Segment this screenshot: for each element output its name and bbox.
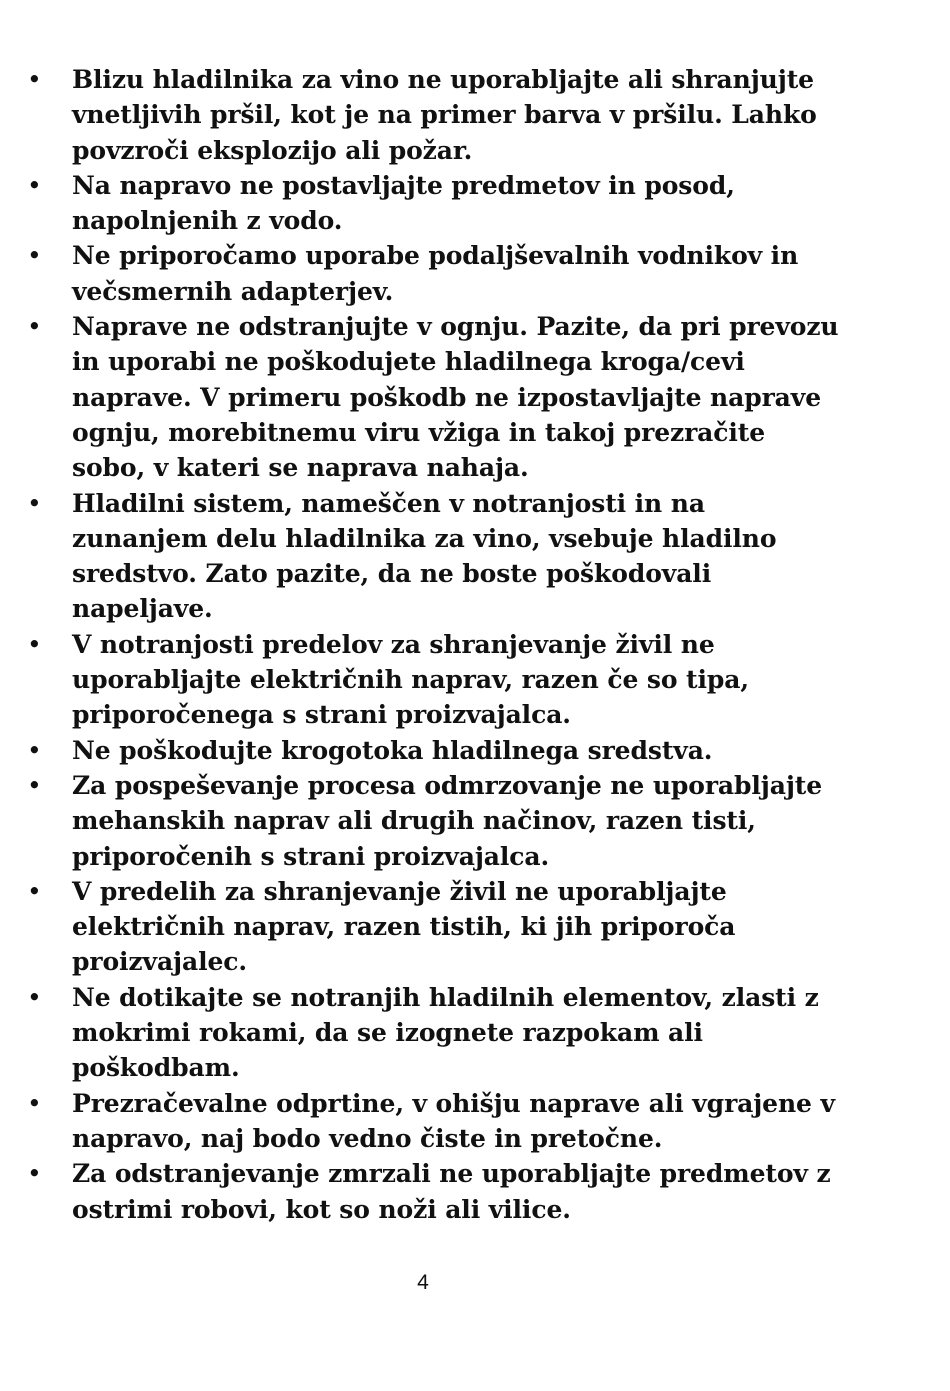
list-item-text: Za pospeševanje procesa odmrzovanje ne uporabljajte mehanskih naprav ali drugih načinov, razen tisti, priporočenih s strani proizvajalca. (72, 770, 823, 871)
list-item-text: V notranjosti predelov za shranjevanje živil ne uporabljajte električnih naprav, razen če so tipa, priporočenega s strani proizvajalca. (72, 629, 749, 730)
bullet-icon: • (27, 241, 42, 271)
list-item-text: Ne dotikajte se notranjih hladilnih elementov, zlasti z mokrimi rokami, da se izognete razpokam ali poškodbam. (72, 982, 819, 1083)
bullet-icon: • (27, 982, 42, 1012)
bullet-icon: • (27, 770, 42, 800)
list-item-text: Prezračevalne odprtine, v ohišju naprave ali vgrajene v napravo, naj bodo vedno čiste in pretočne. (72, 1088, 835, 1153)
bullet-icon: • (27, 1088, 42, 1118)
bullet-icon: • (27, 170, 42, 200)
list-item (0, 168, 950, 239)
list-item-text: Naprave ne odstranjujte v ognju. Pazite, da pri prevozu in uporabi ne poškodujete hladilnega kroga/cevi naprave. V primeru poškodb ne izpostavljajte naprave ognju, morebitnemu viru vžiga in takoj prezračite sobo, v kateri se naprava nahaja. (72, 312, 839, 483)
bullet-icon: • (27, 876, 42, 906)
list-item (0, 238, 950, 309)
list-item-text: V predelih za shranjevanje živil ne uporabljajte električnih naprav, razen tistih, ki jih priporoča proizvajalec. (72, 876, 736, 977)
bullet-icon: • (27, 735, 42, 765)
list-item (0, 874, 950, 980)
list-item (0, 980, 950, 1086)
bullet-icon: • (27, 629, 42, 659)
list-item (0, 62, 950, 168)
bullet-icon: • (27, 488, 42, 518)
list-item (0, 486, 950, 627)
bullet-icon: • (27, 1159, 42, 1189)
list-item-text: Blizu hladilnika za vino ne uporabljajte ali shranjujte vnetljivih pršil, kot je na primer barva v pršilu. Lahko povzroči eksplozijo ali požar. (72, 65, 817, 165)
list-item-text: Na napravo ne postavljajte predmetov in posod, napolnjenih z vodo. (72, 170, 735, 236)
bullet-icon: • (27, 65, 42, 94)
page-number: 4 (417, 1271, 429, 1294)
list-item-text: Hladilni sistem, nameščen v notranjosti in na zunanjem delu hladilnika za vino, vsebuje hladilno sredstvo. Zato pazite, da ne boste poškodovali napeljave. (72, 488, 777, 624)
list-item-text: Ne poškodujte krogotoka hladilnega sredstva. (72, 735, 713, 765)
bullet-icon: • (27, 312, 42, 342)
list-item (0, 309, 950, 485)
list-item (0, 733, 950, 768)
list-item (0, 1086, 950, 1157)
list-item (0, 627, 950, 733)
safety-instructions-list (0, 62, 950, 1227)
list-item-text: Za odstranjevanje zmrzali ne uporabljajte predmetov z ostrimi robovi, kot so noži ali vilice. (72, 1159, 831, 1224)
list-item-text: Ne priporočamo uporabe podaljševalnih vodnikov in večsmernih adapterjev. (72, 241, 799, 306)
list-item (0, 768, 950, 874)
list-item (0, 1156, 950, 1227)
